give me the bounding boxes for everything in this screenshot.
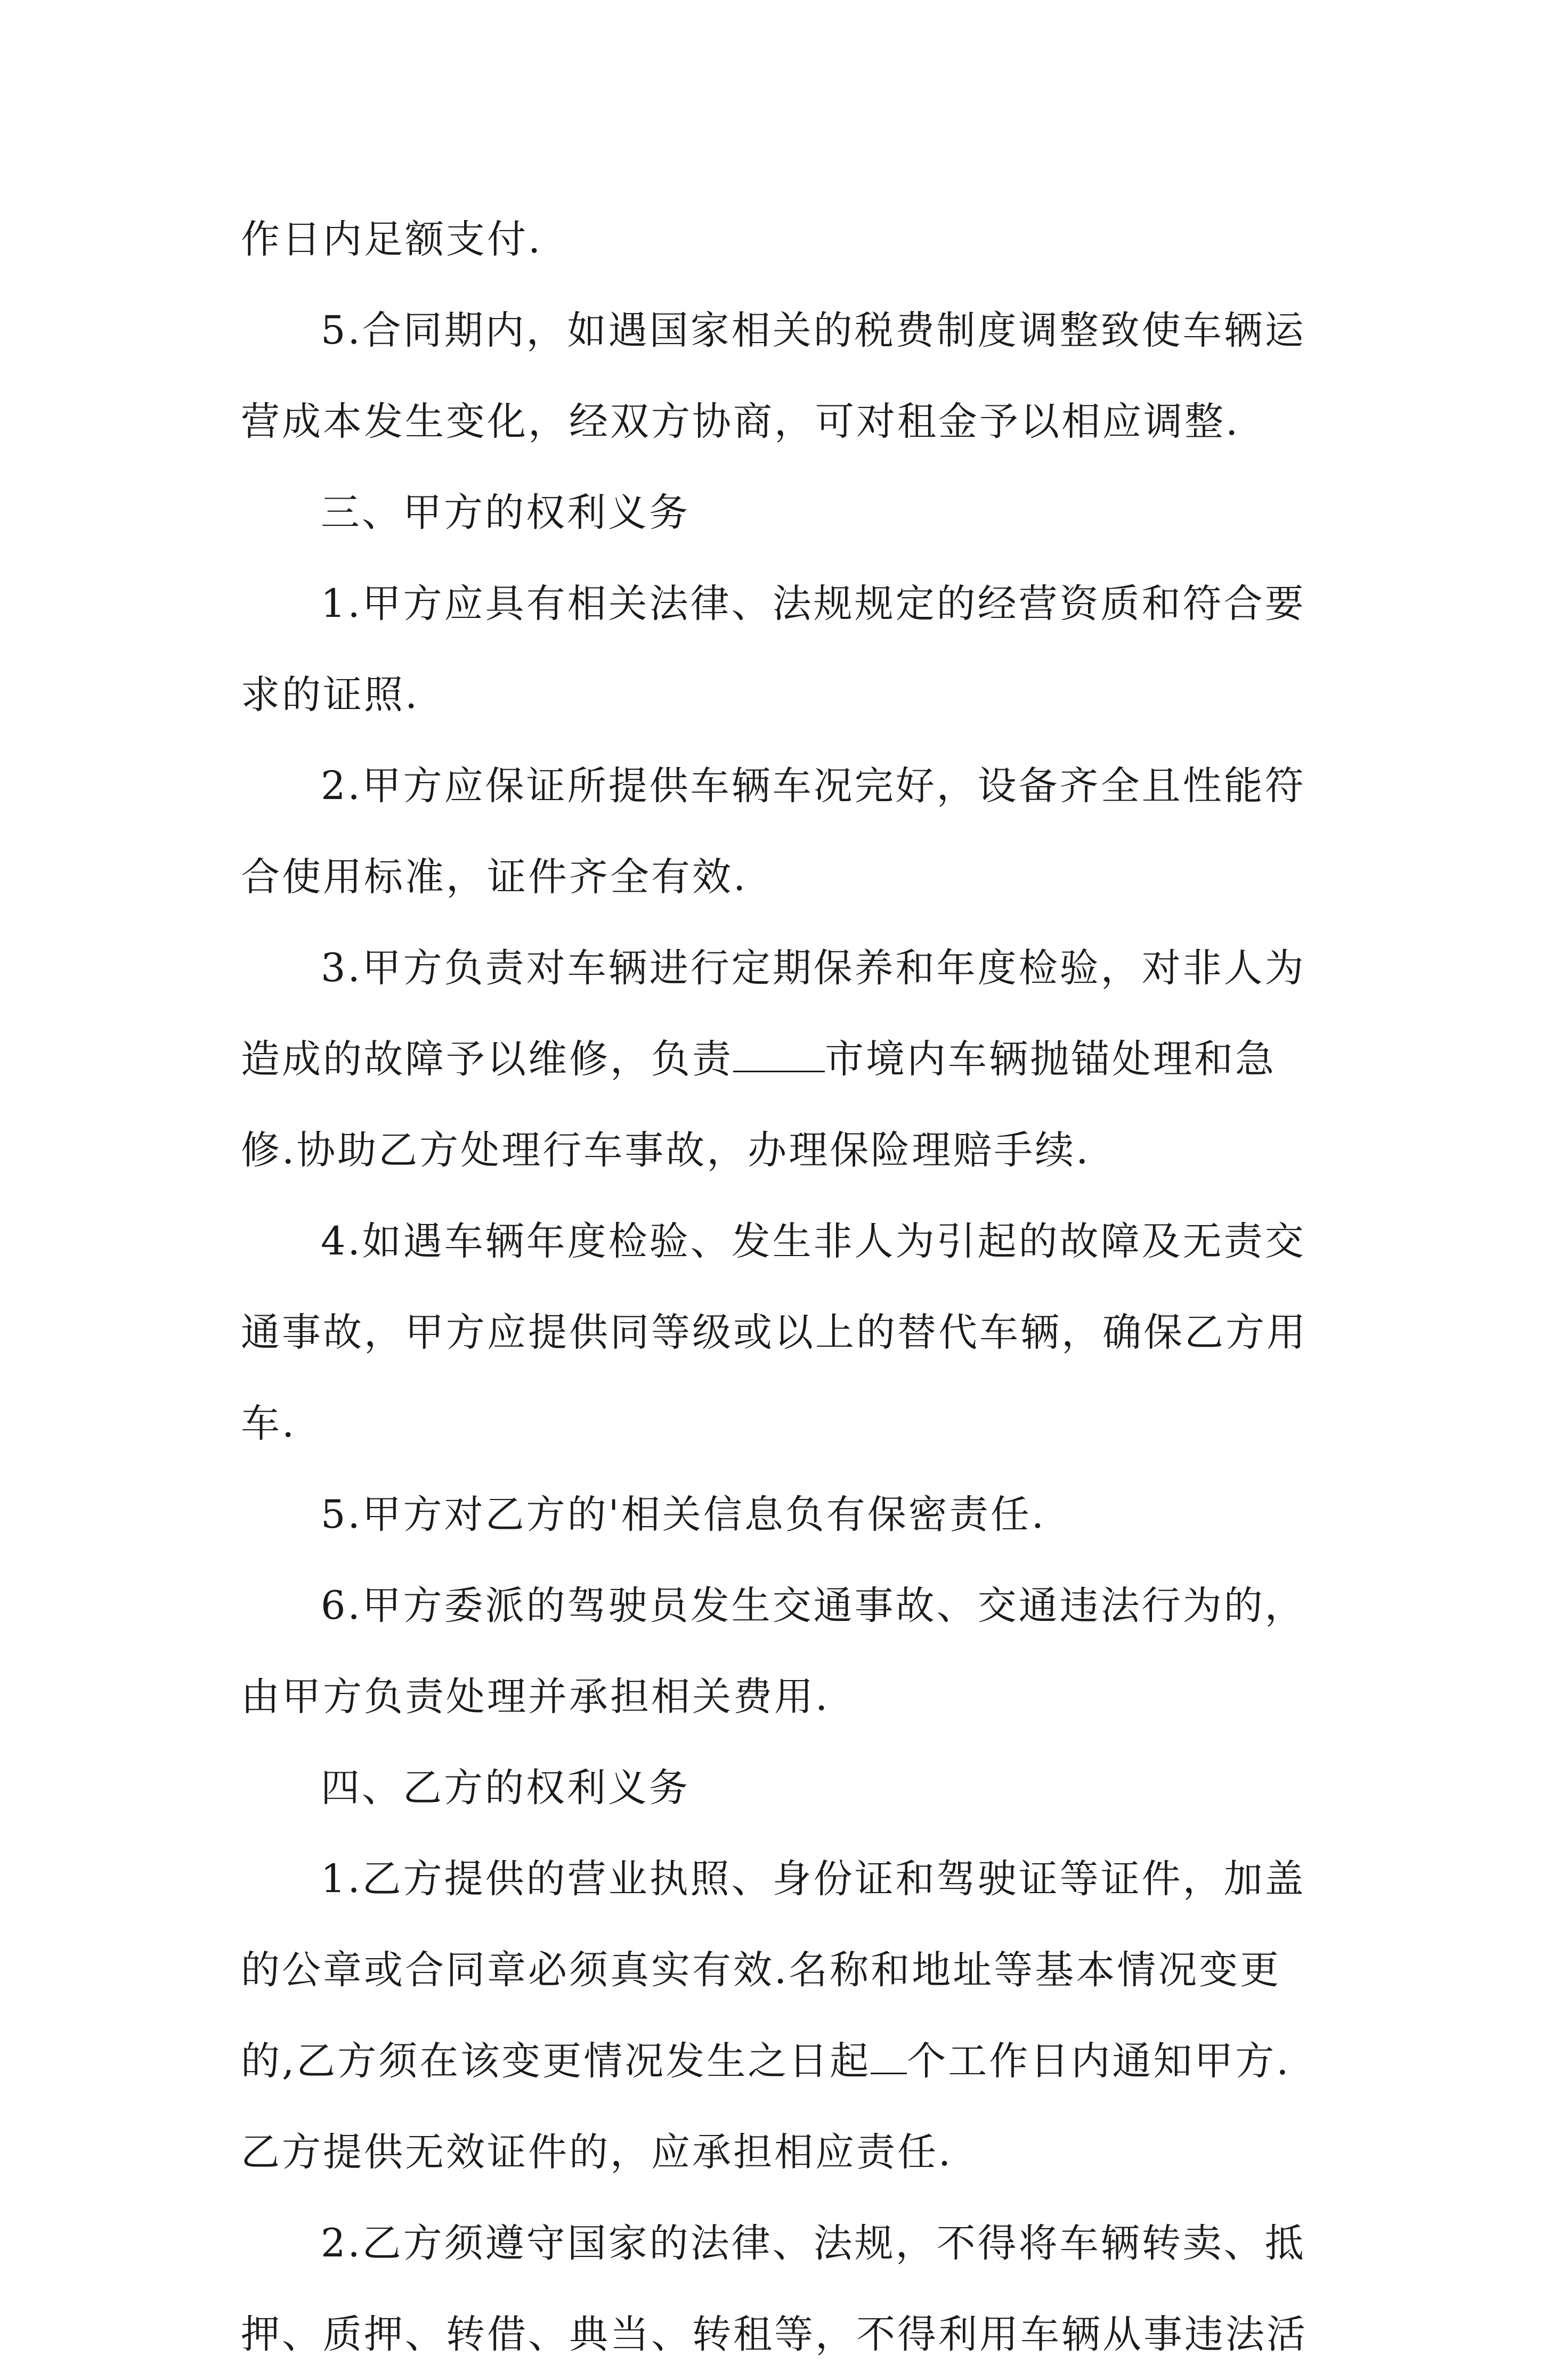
text-line: 合使用标准，证件齐全有效.: [241, 854, 748, 900]
text-line: 乙方提供无效证件的，应承担相应责任.: [241, 2130, 953, 2175]
clause-2-5: 5.合同期内，如遇国家相关的税费制度调整致使车辆运: [321, 308, 1306, 353]
clause-3-3: 3.甲方负责对车辆进行定期保养和年度检验，对非人为: [321, 946, 1306, 991]
text-line-with-blank: [241, 1014, 1312, 1105]
section-heading-3: 三、甲方的权利义务: [321, 490, 690, 535]
section-heading-4: 四、乙方的权利义务: [321, 1765, 690, 1811]
text-line: 押、质押、转借、典当、转租等，不得利用车辆从事违法活: [241, 2312, 1308, 2357]
fill-in-blank: [733, 1039, 825, 1072]
clause-3-5: 5.甲方对乙方的'相关信息负有保密责任.: [321, 1492, 1046, 1537]
clause-4-2: 2.乙方须遵守国家的法律、法规，不得将车辆转卖、抵: [321, 2221, 1306, 2266]
fill-in-blank: [871, 2041, 907, 2074]
clause-3-6: 6.甲方委派的驾驶员发生交通事故、交通违法行为的，: [321, 1583, 1306, 1628]
text-line: 营成本发生变化，经双方协商，可对租金予以相应调整.: [241, 399, 1240, 444]
text-segment: 个工作日内通知甲方.: [907, 2039, 1291, 2084]
text-line: 由甲方负责处理并承担相关费用.: [241, 1674, 830, 1719]
text-line: 通事故，甲方应提供同等级或以上的替代车辆，确保乙方用: [241, 1310, 1308, 1355]
text-line: 车.: [241, 1401, 297, 1446]
text-line: 的公章或合同章必须真实有效.名称和地址等基本情况变更: [241, 1947, 1281, 1993]
clause-3-4: 4.如遇车辆年度检验、发生非人为引起的故障及无责交: [321, 1219, 1306, 1264]
text-line: 作日内足额支付.: [241, 217, 543, 262]
text-segment: 的,乙方须在该变更情况发生之日起: [241, 2039, 871, 2084]
text-segment: 造成的故障予以维修，负责: [241, 1037, 733, 1082]
clause-4-1: 1.乙方提供的营业执照、身份证和驾驶证等证件，加盖: [321, 1856, 1306, 1902]
text-line: 求的证照.: [241, 672, 420, 718]
clause-3-2: 2.甲方应保证所提供车辆车况完好，设备齐全且性能符: [321, 763, 1306, 809]
clause-3-1: 1.甲方应具有相关法律、法规规定的经营资质和符合要: [321, 581, 1306, 626]
contract-text: [241, 194, 1312, 2380]
text-line: 修.协助乙方处理行车事故，办理保险理赔手续.: [241, 1128, 1091, 1173]
text-segment: 市境内车辆抛锚处理和急: [825, 1037, 1276, 1082]
text-line-with-blank: [241, 2016, 1312, 2107]
